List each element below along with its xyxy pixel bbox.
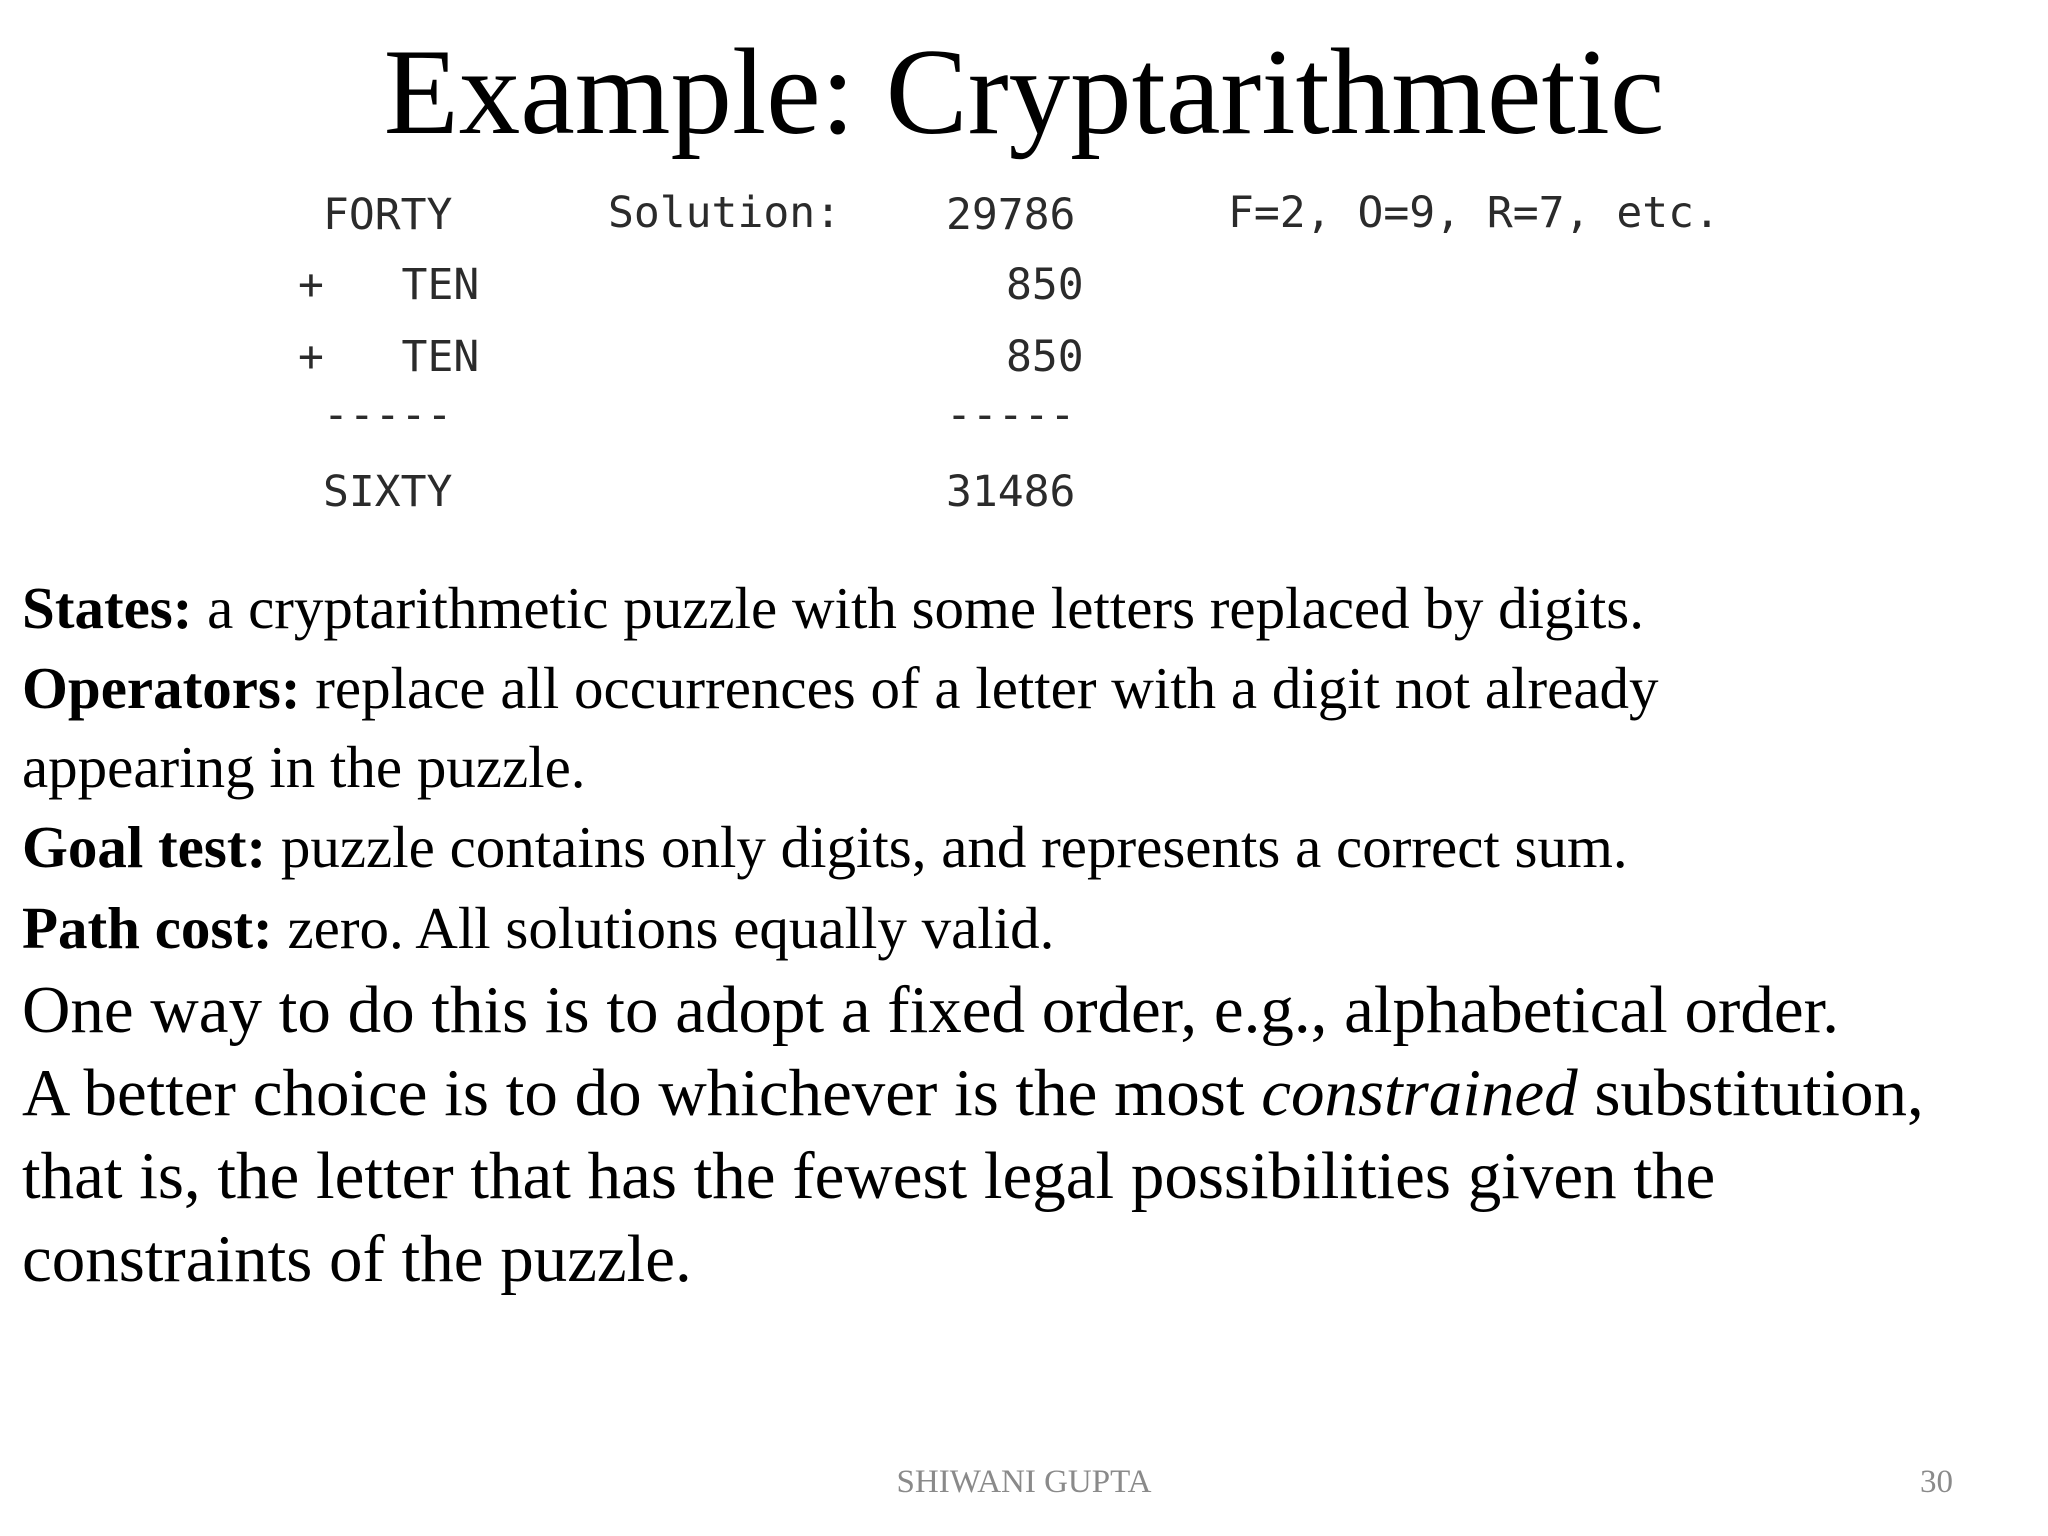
- puzzle-word-ten: + TEN: [298, 260, 480, 310]
- problem-definition: [22, 568, 2012, 969]
- definition-text: zero. All solutions equally valid.: [272, 895, 1055, 961]
- letter-mapping: F=2, O=9, R=7, etc.: [1228, 188, 1720, 238]
- solution-value: 31486: [946, 467, 1076, 517]
- discussion-text: A better choice is to do whichever is the most: [22, 1056, 1262, 1130]
- solution-value: 850: [1006, 332, 1084, 382]
- definition-term: Goal test:: [22, 814, 267, 880]
- goal-test-definition: [22, 807, 2012, 888]
- slide-title: Example: Cryptarithmetic: [383, 23, 1665, 160]
- definition-term: Path cost:: [22, 895, 273, 961]
- puzzle-word-ten: + TEN: [298, 332, 480, 382]
- discussion-line: constraints of the puzzle.: [22, 1222, 692, 1296]
- discussion-line: [22, 1052, 2012, 1135]
- slide-body: [22, 568, 2012, 1301]
- puzzle-word-forty: FORTY: [323, 190, 453, 240]
- discussion-line: that is, the letter that has the fewest legal possibilities given the: [22, 1139, 1716, 1213]
- solution-value: 850: [1006, 260, 1084, 310]
- definition-text: appearing in the puzzle.: [22, 734, 586, 800]
- puzzle-word-sixty: SIXTY: [323, 467, 453, 517]
- puzzle-separator: -----: [323, 390, 453, 440]
- definition-text: replace all occurrences of a letter with a digit not already: [300, 655, 1659, 721]
- definition-term: States:: [22, 575, 193, 641]
- emphasized-word: constrained: [1261, 1056, 1578, 1130]
- solution-value: 29786: [946, 190, 1076, 240]
- operators-definition: [22, 649, 2012, 728]
- solution-label: Solution:: [608, 188, 841, 238]
- definition-term: Operators:: [22, 655, 301, 721]
- strategy-discussion: [22, 969, 2012, 1301]
- page-number: 30: [1920, 1464, 1953, 1500]
- discussion-line: One way to do this is to adopt a fixed order, e.g., alphabetical order.: [22, 973, 1839, 1047]
- cryptarithmetic-puzzle: [0, 180, 2048, 530]
- solution-separator: -----: [946, 390, 1076, 440]
- states-definition: [22, 568, 2012, 649]
- footer-author: SHIWANI GUPTA: [896, 1464, 1152, 1500]
- definition-text: a cryptarithmetic puzzle with some letters replaced by digits.: [192, 575, 1644, 641]
- path-cost-definition: [22, 888, 2012, 969]
- definition-text: puzzle contains only digits, and represents a correct sum.: [266, 814, 1628, 880]
- discussion-text: substitution,: [1577, 1056, 1924, 1130]
- operators-definition-continued: [22, 728, 2012, 807]
